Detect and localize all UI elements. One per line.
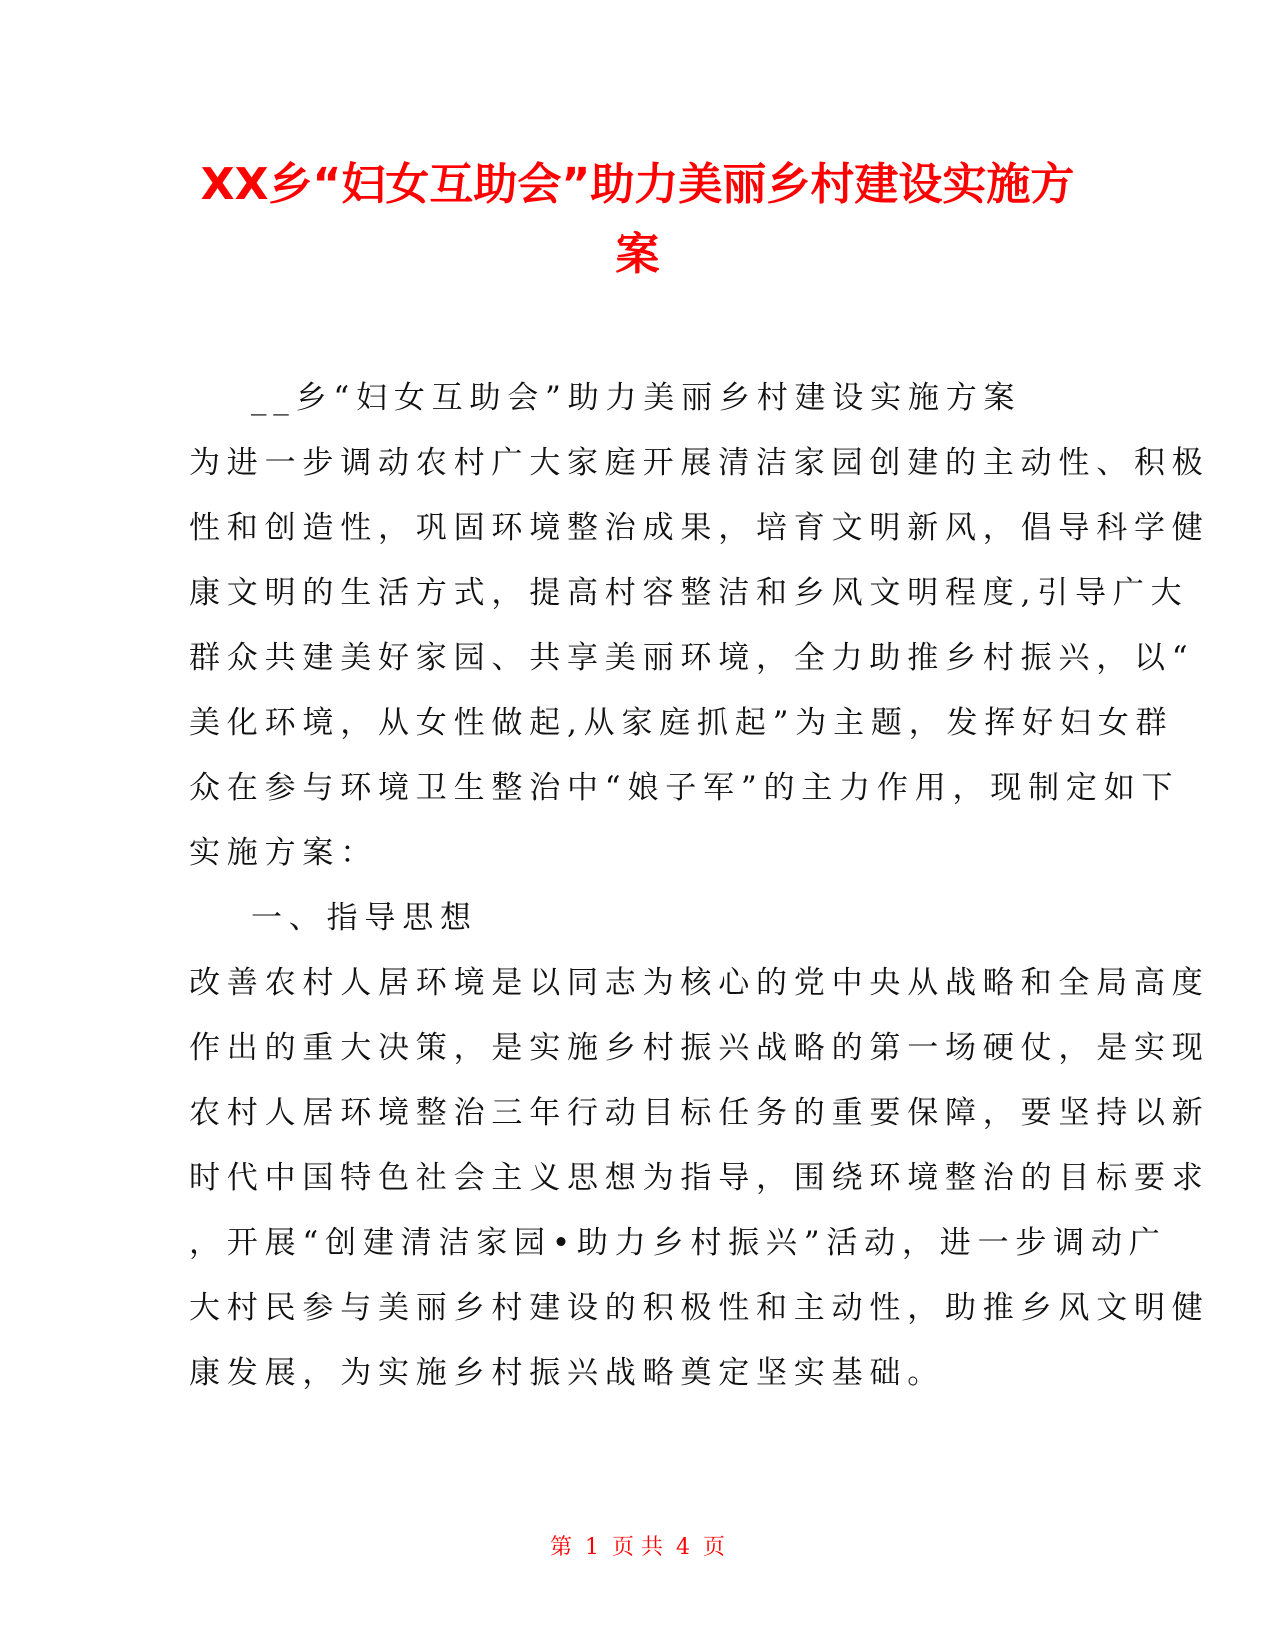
page-title-line-2: 案 <box>615 229 660 280</box>
paragraph-line: 大村民参与美丽乡村建设的积极性和主动性，助推乡风文明健 <box>189 1290 1210 1326</box>
paragraph-line: 众在参与环境卫生整治中“娘子军”的主力作用，现制定如下 <box>189 770 1180 806</box>
paragraph-line: 康文明的生活方式，提高村容整洁和乡风文明程度,引导广大 <box>189 575 1189 611</box>
footer-current-page: 1 <box>585 1535 599 1560</box>
paragraph-line: 时代中国特色社会主义思想为指导，围绕环境整治的目标要求 <box>189 1160 1210 1196</box>
page-title-line-1: XX乡“妇女互助会”助力美丽乡村建设实施方 <box>200 159 1075 210</box>
page-footer <box>0 1533 1275 1563</box>
subtitle-line: __乡“妇女互助会”助力美丽乡村建设实施方案 <box>251 380 1022 416</box>
document-body <box>189 366 1210 1406</box>
paragraph-line: 群众共建美好家园、共享美丽环境，全力助推乡村振兴，以“ <box>189 640 1195 676</box>
footer-prefix: 第 <box>549 1535 572 1560</box>
section-heading: 一、指导思想 <box>251 900 478 936</box>
footer-middle: 页 共 <box>612 1535 663 1560</box>
footer-suffix: 页 <box>703 1535 726 1560</box>
paragraph-line: 实施方案： <box>189 835 378 871</box>
paragraph-line: 农村人居环境整治三年行动目标任务的重要保障，要坚持以新 <box>189 1095 1210 1131</box>
paragraph-line: 康发展，为实施乡村振兴战略奠定坚实基础。 <box>189 1355 945 1391</box>
page-title <box>150 150 1125 290</box>
paragraph-line: 为进一步调动农村广大家庭开展清洁家园创建的主动性、积极 <box>189 445 1210 481</box>
footer-total-pages: 4 <box>676 1535 690 1560</box>
paragraph-line: 性和创造性，巩固环境整治成果，培育文明新风，倡导科学健 <box>189 510 1210 546</box>
paragraph-line: ，开展“创建清洁家园•助力乡村振兴”活动，进一步调动广 <box>189 1225 1167 1261</box>
paragraph-line: 改善农村人居环境是以同志为核心的党中央从战略和全局高度 <box>189 965 1210 1001</box>
paragraph-line: 美化环境，从女性做起,从家庭抓起”为主题，发挥好妇女群 <box>189 705 1174 741</box>
paragraph-line: 作出的重大决策，是实施乡村振兴战略的第一场硬仗，是实现 <box>189 1030 1210 1066</box>
